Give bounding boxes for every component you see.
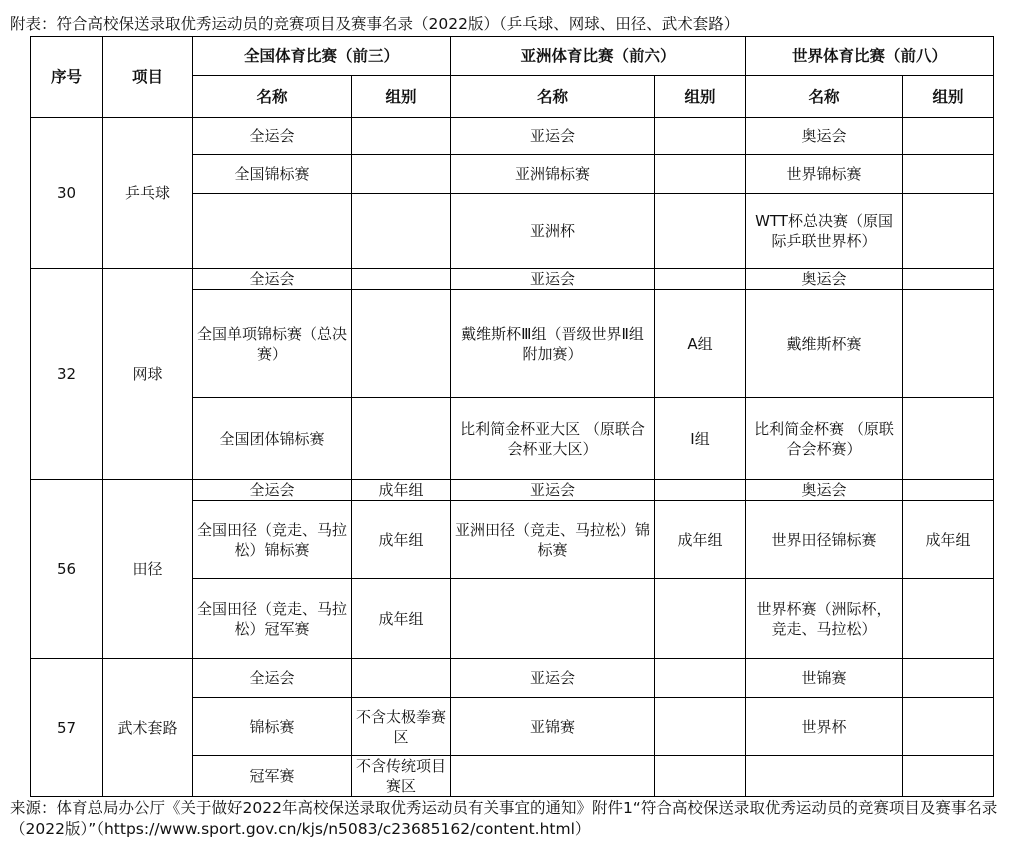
national-name-cell: 全运会 (193, 118, 352, 155)
seq-cell: 30 (31, 118, 103, 269)
sports-table (30, 36, 994, 797)
world-group-cell (903, 269, 994, 290)
source-note: 来源：体育总局办公厅《关于做好2022年高校保送录取优秀运动员有关事宜的通知》附件1“符合高校保送录取优秀运动员的竞赛项目及赛事名录（2022版）”（https://www.sport.gov.cn/kjs/n5083/c23685162/content.html） (10, 799, 998, 838)
asia-name-cell: 亚锦赛 (451, 698, 655, 756)
world-group-cell (903, 155, 994, 194)
national-name-cell: 全国田径（竞走、马拉松）冠军赛 (193, 579, 352, 659)
national-group-cell (352, 194, 451, 269)
world-group-cell: 成年组 (903, 501, 994, 579)
national-name-cell: 全国田径（竞走、马拉松）锦标赛 (193, 501, 352, 579)
sport-cell: 乒乓球 (103, 118, 193, 269)
table-row (31, 480, 994, 501)
national-group-cell: 不含太极拳赛 区 (352, 698, 451, 756)
table-row (31, 269, 994, 290)
national-name-cell: 全国单项锦标赛（总决 赛） (193, 290, 352, 398)
sport-cell: 武术套路 (103, 659, 193, 797)
world-group-cell (903, 659, 994, 698)
asia-name-cell: 亚运会 (451, 480, 655, 501)
asia-group-cell (655, 698, 746, 756)
seq-cell: 57 (31, 659, 103, 797)
seq-cell: 32 (31, 269, 103, 480)
header-world-group: 组别 (903, 76, 994, 118)
national-group-cell: 不含传统项目赛区 (352, 756, 451, 797)
asia-name-cell: 亚洲杯 (451, 194, 655, 269)
world-group-cell (903, 290, 994, 398)
world-group-cell (903, 194, 994, 269)
national-name-cell: 冠军赛 (193, 756, 352, 797)
header-asia-group: 组别 (655, 76, 746, 118)
national-group-cell (352, 290, 451, 398)
asia-name-cell: 比利简金杯亚大区 （原联合会杯亚大区） (451, 398, 655, 480)
world-name-cell: 奥运会 (746, 269, 903, 290)
world-group-cell (903, 118, 994, 155)
national-group-cell: 成年组 (352, 579, 451, 659)
world-group-cell (903, 579, 994, 659)
sport-cell: 田径 (103, 480, 193, 659)
asia-name-cell: 亚运会 (451, 269, 655, 290)
asia-name-cell (451, 756, 655, 797)
world-name-cell: 世界杯赛（洲际杯，竞走、马拉松） (746, 579, 903, 659)
national-group-cell (352, 269, 451, 290)
asia-group-cell (655, 756, 746, 797)
national-group-cell (352, 155, 451, 194)
world-name-cell: 世界杯 (746, 698, 903, 756)
header-national-group: 组别 (352, 76, 451, 118)
world-name-cell: WTT杯总决赛（原国际乒联世界杯） (746, 194, 903, 269)
header-world: 世界体育比赛（前八） (746, 37, 994, 76)
national-name-cell: 全国团体锦标赛 (193, 398, 352, 480)
national-name-cell: 全运会 (193, 659, 352, 698)
national-name-cell: 全国锦标赛 (193, 155, 352, 194)
asia-name-cell: 亚洲锦标赛 (451, 155, 655, 194)
world-name-cell: 戴维斯杯赛 (746, 290, 903, 398)
asia-group-cell (655, 155, 746, 194)
asia-group-cell (655, 118, 746, 155)
sport-cell: 网球 (103, 269, 193, 480)
asia-group-cell: A组 (655, 290, 746, 398)
header-national: 全国体育比赛（前三） (193, 37, 451, 76)
national-group-cell (352, 659, 451, 698)
asia-group-cell: 成年组 (655, 501, 746, 579)
table-row (31, 659, 994, 698)
world-group-cell (903, 756, 994, 797)
world-name-cell: 世锦赛 (746, 659, 903, 698)
national-name-cell (193, 194, 352, 269)
header-sport: 项目 (103, 37, 193, 118)
header-asia: 亚洲体育比赛（前六） (451, 37, 746, 76)
asia-name-cell (451, 579, 655, 659)
world-name-cell: 比利简金杯赛 （原联合会杯赛） (746, 398, 903, 480)
asia-name-cell: 亚运会 (451, 659, 655, 698)
seq-cell: 56 (31, 480, 103, 659)
world-name-cell: 世界田径锦标赛 (746, 501, 903, 579)
asia-name-cell: 戴维斯杯Ⅲ组（晋级世界Ⅱ组附加赛） (451, 290, 655, 398)
world-group-cell (903, 480, 994, 501)
world-group-cell (903, 398, 994, 480)
world-name-cell: 奥运会 (746, 480, 903, 501)
asia-group-cell (655, 269, 746, 290)
asia-group-cell: Ⅰ组 (655, 398, 746, 480)
national-name-cell: 全运会 (193, 480, 352, 501)
asia-group-cell (655, 194, 746, 269)
asia-group-cell (655, 659, 746, 698)
world-name-cell: 世界锦标赛 (746, 155, 903, 194)
national-group-cell (352, 398, 451, 480)
national-group-cell (352, 118, 451, 155)
table-caption: 附表：符合高校保送录取优秀运动员的竞赛项目及赛事名录（2022版）（乒乓球、网球、田径、武术套路） (10, 15, 740, 33)
asia-group-cell (655, 480, 746, 501)
asia-group-cell (655, 579, 746, 659)
national-name-cell: 锦标赛 (193, 698, 352, 756)
world-name-cell: 奥运会 (746, 118, 903, 155)
header-national-name: 名称 (193, 76, 352, 118)
national-group-cell: 成年组 (352, 501, 451, 579)
national-name-cell: 全运会 (193, 269, 352, 290)
table-row (31, 118, 994, 155)
header-world-name: 名称 (746, 76, 903, 118)
header-seq: 序号 (31, 37, 103, 118)
world-group-cell (903, 698, 994, 756)
asia-name-cell: 亚洲田径（竞走、马拉松）锦标赛 (451, 501, 655, 579)
national-group-cell: 成年组 (352, 480, 451, 501)
asia-name-cell: 亚运会 (451, 118, 655, 155)
world-name-cell (746, 756, 903, 797)
header-asia-name: 名称 (451, 76, 655, 118)
